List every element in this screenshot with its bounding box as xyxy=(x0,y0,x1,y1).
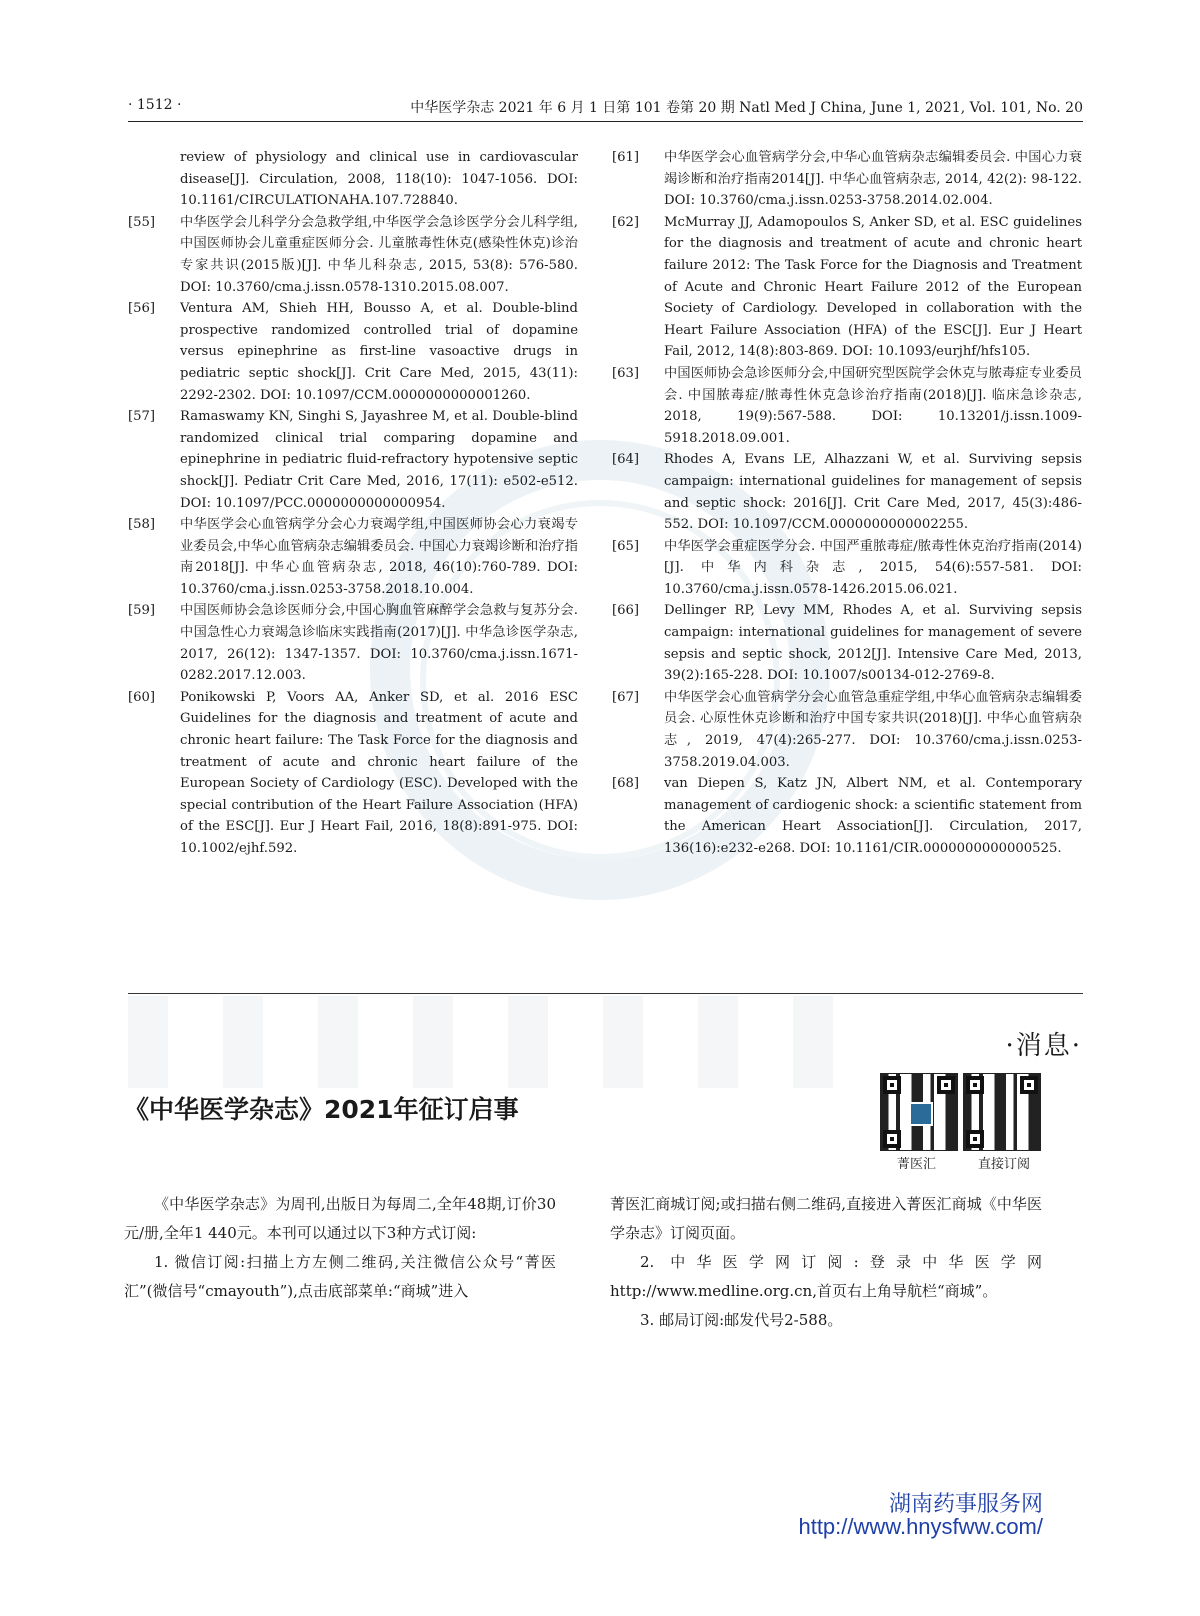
reference-number: [60] xyxy=(128,689,156,705)
reference-number: [55] xyxy=(128,214,156,230)
reference-column-right xyxy=(612,147,1082,860)
notice-paragraph: 菁医汇商城订阅;或扫描右侧二维码,直接进入菁医汇商城《中华医学杂志》订阅页面。 xyxy=(610,1195,1042,1242)
reference-text: Dellinger RP, Levy MM, Rhodes A, et al. Surviving sepsis campaign: international guidelines for management of severe sepsis and septic shock, 2012[J]. Intensive Care Med, 2013, 39(2):165-228. DOI: 10.1007/s00134-012-2769-8. xyxy=(664,603,1082,684)
reference-text: van Diepen S, Katz JN, Albert NM, et al. Contemporary management of cardiogenic shock: a scientific statement from the American Heart Association[J]. Circulation, 2017, 136(16):e232-e268. DOI: 10.1161/CIR.0000000000000525. xyxy=(664,776,1082,856)
footer-url-link[interactable]: http://www.hnysfww.com/ xyxy=(798,1514,1043,1539)
reference-item xyxy=(128,406,578,514)
reference-text: Ponikowski P, Voors AA, Anker SD, et al. 2016 ESC Guidelines for the diagnosis and treatment of acute and chronic heart failure: The Task Force for the diagnosis and treatment of acute and chronic heart failure of the European Society of Cardiology (ESC). Developed with the special contribution of the Heart Failure Association (HFA) of the ESC[J]. Eur J Heart Fail, 2016, 18(8):891-975. DOI: 10.1002/ejhf.592. xyxy=(180,689,578,856)
reference-item xyxy=(128,687,578,860)
reference-text: McMurray JJ, Adamopoulos S, Anker SD, et al. ESC guidelines for the diagnosis and treatment of acute and chronic heart failure 2012: The Task Force for the Diagnosis and Treatment of Acute and Chronic Heart Failure 2012 of the European Society of Cardiology. Developed in collaboration with the Heart Failure Association (HFA) of the ESC[J]. Eur J Heart Fail, 2012, 14(8):803-869. DOI: 10.1093/eurjhf/hfs105. xyxy=(664,214,1082,360)
notice-body-right xyxy=(610,1190,1042,1335)
qr-logo-icon xyxy=(909,1102,933,1126)
running-header xyxy=(128,95,1083,122)
section-divider xyxy=(128,993,1083,994)
reference-item xyxy=(612,212,1082,363)
reference-number: [58] xyxy=(128,517,156,533)
reference-text: 中国医师协会急诊医师分会,中国心胸血管麻醉学会急救与复苏分会. 中国急性心力衰竭急诊临床实践指南(2017)[J]. 中华急诊医学杂志, 2017, 26(12): 1347-1357. DOI: 10.3760/cma.j.issn.1671-0282.2017.12.003. xyxy=(180,603,578,684)
reference-text: 中华医学会心血管病学分会,中华心血管病杂志编辑委员会. 中国心力衰竭诊断和治疗指南2014[J]. 中华心血管病杂志, 2014, 42(2): 98-122. DOI: 10.3760/cma.j.issn.0253-3758.2014.02.004. xyxy=(664,150,1082,209)
reference-text: review of physiology and clinical use in cardiovascular disease[J]. Circulation, 2008, 118(10): 1047-1056. DOI: 10.1161/CIRCULATIONAHA.107.728840. xyxy=(180,150,578,209)
reference-text: Ventura AM, Shieh HH, Bousso A, et al. Double-blind prospective randomized controlled trial of dopamine versus epinephrine as first-line vasoactive drugs in pediatric septic shock[J]. Crit Care Med, 2015, 43(11): 2292-2302. DOI: 10.1097/CCM.0000000000001260. xyxy=(180,301,578,403)
qr-caption-right: 直接订阅 xyxy=(978,1157,1031,1172)
reference-item xyxy=(612,773,1082,859)
reference-text: 中国医师协会急诊医师分会,中国研究型医院学会休克与脓毒症专业委员会. 中国脓毒症/脓毒性休克急诊治疗指南(2018)[J]. 临床急诊杂志, 2018, 19(9):567-588. DOI: 10.13201/j.issn.1009-5918.2018.09.001. xyxy=(664,365,1082,446)
reference-number: [56] xyxy=(128,301,156,317)
reference-item xyxy=(128,600,578,686)
reference-item xyxy=(128,147,578,212)
wechat-qr-code[interactable] xyxy=(880,1073,958,1151)
reference-item xyxy=(612,363,1082,449)
reference-item xyxy=(612,687,1082,773)
reference-item xyxy=(612,449,1082,535)
reference-number: [68] xyxy=(612,776,640,792)
notice-paragraph: 3. 邮局订阅:邮发代号2-588。 xyxy=(640,1311,843,1329)
reference-item xyxy=(128,298,578,406)
notice-title: 《中华医学杂志》2021年征订启事 xyxy=(124,1095,519,1124)
reference-item xyxy=(612,536,1082,601)
subscribe-qr-code[interactable] xyxy=(963,1073,1041,1151)
notice-paragraph: 1. 微信订阅:扫描上方左侧二维码,关注微信公众号“菁医汇”(微信号“cmayouth”),点击底部菜单:“商城”进入 xyxy=(124,1253,556,1300)
journal-citation: 中华医学杂志 2021 年 6 月 1 日第 101 卷第 20 期 Natl Med J China, June 1, 2021, Vol. 101, No. 20 xyxy=(410,100,1083,116)
reference-number: [65] xyxy=(612,538,640,554)
reference-column-left xyxy=(128,147,578,860)
reference-text: 中华医学会重症医学分会. 中国严重脓毒症/脓毒性休克治疗指南(2014)[J]. 中华内科杂志, 2015, 54(6):557-581. DOI: 10.3760/cma.j.issn.0578-1426.2015.06.021. xyxy=(664,538,1082,597)
notice-paragraph: 《中华医学杂志》为周刊,出版日为每周二,全年48期,订价30元/册,全年1 440元。本刊可以通过以下3种方式订阅: xyxy=(124,1195,556,1242)
reference-number: [62] xyxy=(612,214,640,230)
reference-number: [59] xyxy=(128,603,156,619)
reference-number: [64] xyxy=(612,452,640,468)
reference-item xyxy=(612,147,1082,212)
reference-number: [63] xyxy=(612,365,640,381)
reference-item xyxy=(128,212,578,298)
calligraphy-background-decoration xyxy=(128,996,863,1088)
reference-item xyxy=(612,600,1082,686)
footer-site-name: 湖南药事服务网 xyxy=(888,1491,1043,1516)
reference-number: [67] xyxy=(612,689,640,705)
reference-text: 中华医学会心血管病学分会心力衰竭学组,中国医师协会心力衰竭专业委员会,中华心血管病杂志编辑委员会. 中国心力衰竭诊断和治疗指南2018[J]. 中华心血管病杂志, 2018, 46(10):760-789. DOI: 10.3760/cma.j.issn.0253-3758.2018.10.004. xyxy=(180,517,578,597)
page-number: · 1512 · xyxy=(128,97,182,113)
reference-number: [57] xyxy=(128,409,156,425)
qr-caption-left: 菁医汇 xyxy=(897,1157,937,1172)
reference-text: 中华医学会儿科学分会急救学组,中华医学会急诊医学分会儿科学组,中国医师协会儿童重症医师分会. 儿童脓毒性休克(感染性休克)诊治专家共识(2015版)[J]. 中华儿科杂志, 2015, 53(8): 576-580. DOI: 10.3760/cma.j.issn.0578-1310.2015.08.007. xyxy=(180,214,578,295)
reference-text: 中华医学会心血管病学分会心血管急重症学组,中华心血管病杂志编辑委员会. 心原性休克诊断和治疗中国专家共识(2018)[J]. 中华心血管病杂志, 2019, 47(4):265-277. DOI: 10.3760/cma.j.issn.0253-3758.2019.04.003. xyxy=(664,689,1082,770)
reference-item xyxy=(128,514,578,600)
reference-text: Rhodes A, Evans LE, Alhazzani W, et al. Surviving sepsis campaign: international guidelines for management of sepsis and septic shock: 2016[J]. Crit Care Med, 2017, 45(3):486-552. DOI: 10.1097/CCM.0000000000002255. xyxy=(664,452,1082,533)
notice-body-left xyxy=(124,1190,556,1306)
notice-paragraph: 2. 中华医学网订阅:登录中华医学网 http://www.medline.org.cn,首页右上角导航栏“商城”。 xyxy=(610,1253,1042,1300)
reference-number: [61] xyxy=(612,150,640,165)
reference-number: [66] xyxy=(612,603,640,619)
reference-text: Ramaswamy KN, Singhi S, Jayashree M, et al. Double-blind randomized clinical trial comparing dopamine and epinephrine in pediatric fluid-refractory hypotensive septic shock[J]. Pediatr Crit Care Med, 2016, 17(11): e502-e512. DOI: 10.1097/PCC.0000000000000954. xyxy=(180,409,578,511)
news-section-label: ·消息· xyxy=(1005,1031,1082,1061)
